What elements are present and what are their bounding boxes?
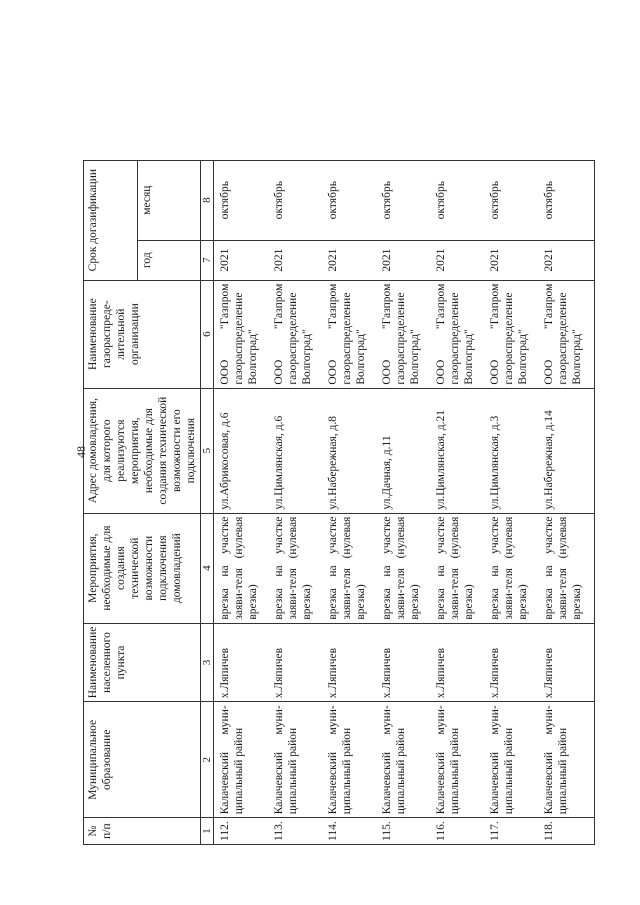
year-cell: 2021 — [270, 240, 324, 280]
header-address: Адрес домовладения, для которого реализуются мероприятия, необходимые для создания технической возможности его подключения — [84, 388, 201, 513]
address-cell: ул.Набережная, д.8 — [324, 388, 378, 513]
table-row — [540, 160, 595, 844]
address-cell: ул.Цимлянская, д.21 — [432, 388, 486, 513]
year-cell: 2021 — [324, 240, 378, 280]
organization-cell: ООО "Газпром газораспределение Волгоград" — [432, 280, 486, 388]
organization-cell: ООО "Газпром газораспределение Волгоград" — [540, 280, 595, 388]
address-cell: ул.Цимлянская, д.3 — [486, 388, 540, 513]
table-body — [214, 160, 595, 844]
organization-cell: ООО "Газпром газораспределение Волгоград" — [270, 280, 324, 388]
organization-cell: ООО "Газпром газораспределение Волгоград" — [214, 280, 271, 388]
municipality-cell: Калачевский муни-ципальный район — [270, 702, 324, 818]
address-cell: ул.Набережная, д.14 — [540, 388, 595, 513]
col-number: 1 — [201, 818, 214, 845]
row-number: 116. — [432, 818, 486, 845]
municipality-cell: Калачевский муни-ципальный район — [540, 702, 595, 818]
month-cell: октябрь — [324, 160, 378, 240]
month-cell: октябрь — [486, 160, 540, 240]
address-cell: ул.Абрикосовая, д.6 — [214, 388, 271, 513]
settlement-cell: х.Ляпичев — [540, 623, 595, 702]
header-month: месяц — [138, 160, 201, 240]
event-cell: врезка на участке заяви-теля (нулевая врезка) — [540, 513, 595, 623]
table-row — [214, 160, 271, 844]
table-row — [432, 160, 486, 844]
header-organization: Наименование газораспреде-лительной организации — [84, 280, 201, 388]
col-number: 6 — [201, 280, 214, 388]
municipality-cell: Калачевский муни-ципальный район — [486, 702, 540, 818]
column-numbers-row — [201, 160, 214, 844]
col-number: 3 — [201, 623, 214, 702]
table-row — [324, 160, 378, 844]
year-cell: 2021 — [214, 240, 271, 280]
address-cell: ул.Дачная, д.11 — [378, 388, 432, 513]
year-cell: 2021 — [378, 240, 432, 280]
event-cell: врезка на участке заяви-теля (нулевая врезка) — [324, 513, 378, 623]
header-deadline: Срок догазификации — [84, 160, 138, 280]
table-row — [378, 160, 432, 844]
organization-cell: ООО "Газпром газораспределение Волгоград" — [324, 280, 378, 388]
row-number: 117. — [486, 818, 540, 845]
year-cell: 2021 — [486, 240, 540, 280]
table-row — [270, 160, 324, 844]
row-number: 114. — [324, 818, 378, 845]
row-number: 115. — [378, 818, 432, 845]
col-number: 7 — [201, 240, 214, 280]
header-settlement: Наименование населенного пункта — [84, 623, 201, 702]
settlement-cell: х.Ляпичев — [324, 623, 378, 702]
month-cell: октябрь — [270, 160, 324, 240]
page-number: 48 — [74, 446, 88, 458]
year-cell: 2021 — [540, 240, 595, 280]
year-cell: 2021 — [432, 240, 486, 280]
header-num: № п/п — [84, 818, 201, 845]
col-number: 5 — [201, 388, 214, 513]
settlement-cell: х.Ляпичев — [486, 623, 540, 702]
municipality-cell: Калачевский муни-ципальный район — [378, 702, 432, 818]
col-number: 2 — [201, 702, 214, 818]
address-cell: ул.Цимлянская, д.6 — [270, 388, 324, 513]
header-municipality: Муниципальное образование — [84, 702, 201, 818]
row-number: 113. — [270, 818, 324, 845]
row-number: 118. — [540, 818, 595, 845]
municipality-cell: Калачевский муни-ципальный район — [324, 702, 378, 818]
header-event: Мероприятия, необходимые для создания технической возможности подключения домовладений — [84, 513, 201, 623]
organization-cell: ООО "Газпром газораспределение Волгоград" — [486, 280, 540, 388]
header-year: год — [138, 240, 201, 280]
table-row — [486, 160, 540, 844]
event-cell: врезка на участке заяви-теля (нулевая врезка) — [214, 513, 271, 623]
month-cell: октябрь — [540, 160, 595, 240]
settlement-cell: х.Ляпичев — [432, 623, 486, 702]
table-header — [84, 160, 214, 844]
col-number: 4 — [201, 513, 214, 623]
municipality-cell: Калачевский муни-ципальный район — [214, 702, 271, 818]
settlement-cell: х.Ляпичев — [270, 623, 324, 702]
month-cell: октябрь — [378, 160, 432, 240]
settlement-cell: х.Ляпичев — [378, 623, 432, 702]
organization-cell: ООО "Газпром газораспределение Волгоград" — [378, 280, 432, 388]
event-cell: врезка на участке заяви-теля (нулевая врезка) — [486, 513, 540, 623]
gasification-table — [83, 160, 595, 845]
event-cell: врезка на участке заяви-теля (нулевая врезка) — [432, 513, 486, 623]
event-cell: врезка на участке заяви-теля (нулевая врезка) — [378, 513, 432, 623]
settlement-cell: х.Ляпичев — [214, 623, 271, 702]
month-cell: октябрь — [432, 160, 486, 240]
col-number: 8 — [201, 160, 214, 240]
municipality-cell: Калачевский муни-ципальный район — [432, 702, 486, 818]
month-cell: октябрь — [214, 160, 271, 240]
event-cell: врезка на участке заяви-теля (нулевая врезка) — [270, 513, 324, 623]
row-number: 112. — [214, 818, 271, 845]
